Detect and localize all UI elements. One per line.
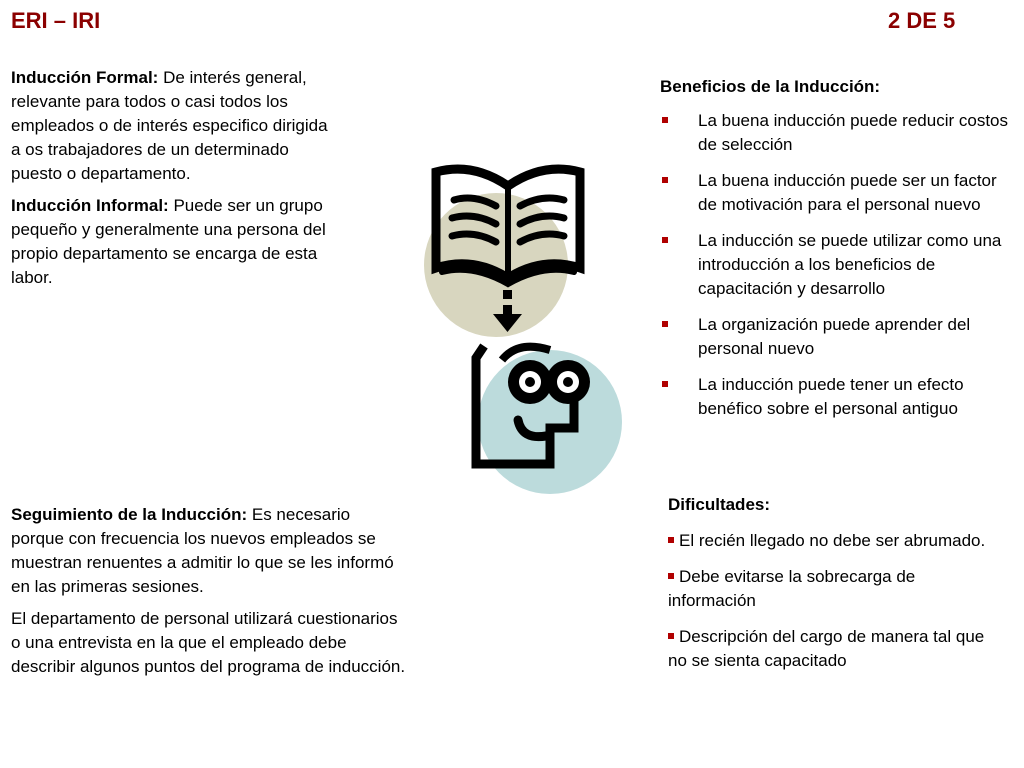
square-bullet-icon (662, 381, 668, 387)
square-bullet-icon (662, 237, 668, 243)
followup-paragraph (11, 503, 406, 599)
list-item: La buena inducción puede ser un factor de motivación para el personal nuevo (660, 169, 1020, 217)
informal-induction-paragraph (11, 194, 336, 290)
formal-induction-paragraph (11, 66, 336, 186)
difficulties-section (668, 493, 988, 685)
difficulties-heading: Dificultades: (668, 495, 771, 514)
followup-paragraph-2: El departamento de personal utilizará cuestionarios o una entrevista en la que el empleado debe describir algunos puntos del programa de inducción. (11, 609, 406, 676)
square-bullet-icon (668, 537, 674, 543)
page-indicator: 2 DE 5 (888, 8, 956, 33)
book-to-head-learning-icon (418, 160, 628, 500)
list-item: La inducción puede tener un efecto benéfico sobre el personal antiguo (660, 373, 1020, 421)
list-item: La organización puede aprender del personal nuevo (660, 313, 1020, 361)
informal-induction-label: Inducción Informal: (11, 196, 169, 215)
induction-types-section (11, 66, 336, 298)
square-bullet-icon (668, 633, 674, 639)
followup-section (11, 503, 406, 687)
followup-label: Seguimiento de la Inducción: (11, 505, 248, 524)
square-bullet-icon (662, 117, 668, 123)
list-item: La inducción se puede utilizar como una introducción a los beneficios de capacitación y desarrollo (660, 229, 1020, 301)
list-item: La buena inducción puede reducir costos de selección (660, 109, 1020, 157)
list-item: El recién llegado no debe ser abrumado. (668, 529, 988, 553)
formal-induction-label: Inducción Formal: (11, 68, 159, 87)
square-bullet-icon (662, 321, 668, 327)
square-bullet-icon (662, 177, 668, 183)
slide-title: ERI – IRI (11, 8, 101, 33)
list-item: Descripción del cargo de manera tal que no se sienta capacitado (668, 627, 985, 670)
benefits-section (660, 75, 1020, 433)
formal-induction-text: De interés general, relevante para todos o casi todos los empleados o de interés especifico dirigida a os trabajadores de un determinado puesto o departamento. (11, 68, 328, 183)
informal-induction-text: Puede ser un grupo pequeño y generalmente una persona del propio departamento se encarga de esta labor. (11, 196, 326, 287)
benefits-list (660, 109, 1020, 421)
square-bullet-icon (668, 573, 674, 579)
benefits-heading: Beneficios de la Inducción: (660, 77, 881, 96)
list-item: Debe evitarse la sobrecarga de información (668, 567, 916, 610)
followup-text: Es necesario porque con frecuencia los nuevos empleados se muestran renuentes a admitir lo que se les informó en las primeras sesiones. (11, 505, 394, 596)
